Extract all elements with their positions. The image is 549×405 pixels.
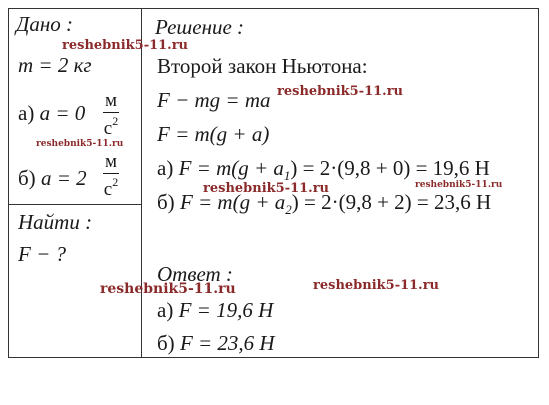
unit-numerator: м — [105, 90, 118, 111]
solution-case-b-rhs: ) = 2·(9,8 + 2) = 23,6 Н — [291, 190, 492, 214]
solution-case-b-lhs: F = m(g + a — [179, 190, 286, 214]
given-mass-eq: m = 2 кг — [18, 53, 92, 77]
solution-case-a-prefix: а) — [157, 156, 174, 180]
given-case-b-eq: a = 2 — [40, 166, 87, 190]
solution-heading: Решение : — [155, 15, 245, 39]
given-heading: Дано : — [16, 12, 74, 36]
watermark: reshebnik5-11.ru — [203, 181, 330, 196]
given-case-a-eq: a = 0 — [39, 101, 86, 125]
answer-a — [157, 300, 273, 321]
watermark: reshebnik5-11.ru — [277, 84, 404, 99]
solution-case-a-rhs: ) = 2·(9,8 + 0) = 19,6 Н — [290, 156, 490, 180]
given-case-b — [18, 168, 87, 189]
answer-b-prefix: б) — [157, 331, 175, 355]
solution-case-a-sub: 1 — [283, 168, 291, 183]
solution-case-a — [157, 158, 490, 182]
watermark: reshebnik5-11.ru — [415, 180, 503, 190]
answer-a-value: F = 19,6 Н — [178, 298, 274, 322]
column-divider — [141, 8, 142, 358]
watermark: reshebnik5-11.ru — [62, 38, 189, 53]
given-find-divider — [8, 204, 142, 205]
solution-case-a-lhs: F = m(g + a — [178, 156, 284, 180]
watermark: reshebnik5-11.ru — [36, 139, 124, 149]
find-heading: Найти : — [18, 210, 93, 234]
given-case-b-prefix: б) — [18, 166, 36, 190]
watermark: reshebnik5-11.ru — [313, 278, 440, 293]
answer-b-value: F = 23,6 Н — [179, 331, 275, 355]
answer-heading: Ответ : — [157, 262, 233, 286]
answer-b — [157, 333, 275, 354]
solution-case-b-sub: 2 — [285, 202, 292, 217]
solution-case-b-prefix: б) — [157, 190, 175, 214]
solution-law: Второй закон Ньютона: — [157, 54, 368, 78]
given-mass — [18, 55, 92, 76]
solution-eq1: F − mg = ma — [157, 88, 271, 112]
unit-denominator: $с^2$ — [103, 114, 119, 139]
find-expr: F − ? — [18, 242, 66, 266]
watermark: reshebnik5-11.ru — [100, 281, 236, 297]
given-case-a — [18, 103, 85, 124]
given-case-b-unit — [103, 152, 119, 199]
unit-denominator: $с^2$ — [103, 175, 119, 200]
given-case-a-unit — [103, 91, 119, 138]
solution-eq2: F = m(g + a) — [157, 122, 270, 146]
answer-a-prefix: а) — [157, 298, 174, 322]
unit-numerator: м — [105, 151, 118, 172]
given-case-a-prefix: а) — [18, 101, 35, 125]
